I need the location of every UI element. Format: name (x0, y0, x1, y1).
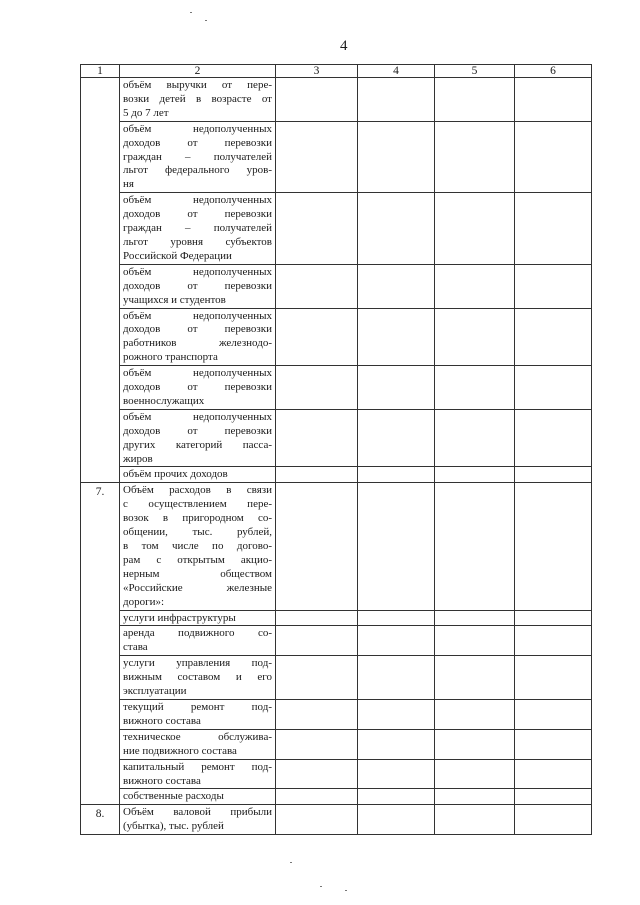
row-description (120, 483, 276, 610)
description-line: ние подвижного состава (123, 744, 237, 757)
row-description (120, 264, 276, 308)
value-cell-col6 (515, 409, 592, 467)
value-cell-col6 (515, 699, 592, 729)
value-cell-col3 (276, 699, 358, 729)
description-line: собственные расходы (123, 790, 224, 803)
description-line: става (123, 641, 148, 654)
description-line: возок в пригородном со- (123, 512, 272, 525)
table-row (81, 366, 592, 410)
value-cell-col6 (515, 610, 592, 626)
table-row (81, 409, 592, 467)
value-cell-col3 (276, 789, 358, 805)
table-row (81, 467, 592, 483)
value-cell-col4 (358, 121, 435, 193)
value-cell-col4 (358, 729, 435, 759)
description-line: объём недополученных (123, 309, 272, 322)
table-row (81, 78, 592, 122)
description-line: доходов от перевозки (123, 323, 272, 336)
value-cell-col4 (358, 78, 435, 122)
value-cell-col6 (515, 264, 592, 308)
value-cell-col4 (358, 805, 435, 835)
value-cell-col5 (435, 729, 515, 759)
description-line: Российской Федерации (123, 249, 232, 262)
row-description (120, 308, 276, 366)
row-description (120, 626, 276, 656)
value-cell-col5 (435, 805, 515, 835)
row-description (120, 805, 276, 835)
value-cell-col4 (358, 308, 435, 366)
description-line: объём недополученных (123, 194, 272, 207)
scan-speck (320, 886, 322, 887)
table-row (81, 308, 592, 366)
description-line: вижного состава (123, 774, 201, 787)
description-line: техническое обслужива- (123, 730, 272, 743)
description-line: (убытка), тыс. рублей (123, 820, 224, 833)
value-cell-col3 (276, 78, 358, 122)
value-cell-col4 (358, 193, 435, 265)
value-cell-col4 (358, 626, 435, 656)
value-cell-col5 (435, 656, 515, 700)
table-row (81, 483, 592, 610)
value-cell-col6 (515, 483, 592, 610)
description-line: доходов от перевозки (123, 381, 272, 394)
value-cell-col6 (515, 78, 592, 122)
row-number: 7. (81, 483, 120, 805)
description-line: аренда подвижного со- (123, 627, 272, 640)
value-cell-col4 (358, 699, 435, 729)
description-line: других категорий пасса- (123, 438, 272, 451)
description-line: доходов от перевозки (123, 424, 272, 437)
description-line: Объём валовой прибыли (123, 806, 272, 819)
value-cell-col3 (276, 805, 358, 835)
description-line: объём недополученных (123, 265, 272, 278)
value-cell-col6 (515, 121, 592, 193)
value-cell-col5 (435, 789, 515, 805)
description-line: услуги управления под- (123, 657, 272, 670)
row-description (120, 759, 276, 789)
row-description (120, 121, 276, 193)
table-row (81, 759, 592, 789)
scan-speck (345, 890, 347, 891)
value-cell-col3 (276, 193, 358, 265)
row-description (120, 729, 276, 759)
scan-speck (205, 20, 207, 21)
description-line: объём прочих доходов (123, 468, 228, 481)
table-header-row (81, 65, 592, 78)
column-header: 4 (358, 65, 435, 78)
value-cell-col3 (276, 409, 358, 467)
value-cell-col6 (515, 656, 592, 700)
table-row (81, 656, 592, 700)
value-cell-col5 (435, 759, 515, 789)
description-line: нерным обществом (123, 567, 272, 580)
scan-speck (190, 12, 192, 13)
value-cell-col5 (435, 264, 515, 308)
value-cell-col3 (276, 729, 358, 759)
value-cell-col5 (435, 78, 515, 122)
description-line: граждан – получателей (123, 150, 272, 163)
column-header: 5 (435, 65, 515, 78)
value-cell-col4 (358, 409, 435, 467)
value-cell-col3 (276, 366, 358, 410)
value-cell-col6 (515, 193, 592, 265)
value-cell-col4 (358, 610, 435, 626)
table-row (81, 610, 592, 626)
table-row (81, 789, 592, 805)
row-description (120, 78, 276, 122)
description-line: общении, тыс. рублей, (123, 526, 272, 539)
row-description (120, 193, 276, 265)
description-line: с осуществлением пере- (123, 498, 272, 511)
description-line: военнослужащих (123, 394, 205, 407)
value-cell-col4 (358, 483, 435, 610)
value-cell-col4 (358, 366, 435, 410)
table-row (81, 729, 592, 759)
value-cell-col5 (435, 409, 515, 467)
value-cell-col4 (358, 467, 435, 483)
value-cell-col3 (276, 610, 358, 626)
value-cell-col5 (435, 610, 515, 626)
value-cell-col6 (515, 626, 592, 656)
table-row (81, 626, 592, 656)
value-cell-col6 (515, 729, 592, 759)
value-cell-col4 (358, 789, 435, 805)
value-cell-col5 (435, 483, 515, 610)
value-cell-col4 (358, 656, 435, 700)
value-cell-col5 (435, 308, 515, 366)
description-line: льгот федерального уров- (123, 164, 272, 177)
value-cell-col3 (276, 308, 358, 366)
table-row (81, 264, 592, 308)
value-cell-col6 (515, 366, 592, 410)
description-line: эксплуатации (123, 685, 187, 698)
value-cell-col6 (515, 805, 592, 835)
row-description (120, 656, 276, 700)
description-line: рам с открытым акцио- (123, 553, 272, 566)
value-cell-col3 (276, 121, 358, 193)
row-description (120, 789, 276, 805)
description-line: льгот уровня субъектов (123, 235, 272, 248)
description-line: Объём расходов в связи (123, 484, 272, 497)
row-description (120, 467, 276, 483)
description-line: дороги»: (123, 595, 165, 608)
value-cell-col4 (358, 759, 435, 789)
value-cell-col3 (276, 467, 358, 483)
description-line: 5 до 7 лет (123, 106, 169, 119)
value-cell-col3 (276, 264, 358, 308)
table-row (81, 121, 592, 193)
description-line: объём выручки от пере- (123, 79, 272, 91)
description-line: учащихся и студентов (123, 293, 226, 306)
column-header: 1 (81, 65, 120, 78)
page-number: 4 (340, 38, 348, 54)
description-line: объём недополученных (123, 410, 272, 423)
row-description (120, 366, 276, 410)
description-line: в том числе по догово- (123, 540, 272, 552)
description-line: доходов от перевозки (123, 279, 272, 292)
row-description (120, 699, 276, 729)
value-cell-col3 (276, 483, 358, 610)
value-cell-col5 (435, 467, 515, 483)
description-line: граждан – получателей (123, 222, 272, 235)
description-line: возки детей в возрасте от (123, 92, 272, 105)
value-cell-col6 (515, 759, 592, 789)
description-line: доходов от перевозки (123, 136, 272, 149)
value-cell-col3 (276, 656, 358, 700)
row-description (120, 409, 276, 467)
row-number: 8. (81, 805, 120, 835)
table-row (81, 699, 592, 729)
value-cell-col4 (358, 264, 435, 308)
description-line: вижным составом и его (123, 671, 272, 684)
description-line: работников железнодо- (123, 337, 272, 350)
column-header: 6 (515, 65, 592, 78)
description-line: жиров (123, 452, 153, 465)
description-line: услуги инфраструктуры (123, 611, 236, 624)
value-cell-col5 (435, 699, 515, 729)
report-table (80, 64, 592, 835)
row-number (81, 78, 120, 483)
description-line: капитальный ремонт под- (123, 760, 272, 773)
value-cell-col6 (515, 789, 592, 805)
description-line: объём недополученных (123, 367, 272, 380)
column-header: 3 (276, 65, 358, 78)
description-line: вижного состава (123, 714, 201, 727)
table-row (81, 805, 592, 835)
value-cell-col5 (435, 193, 515, 265)
description-line: «Российские железные (123, 581, 272, 594)
value-cell-col6 (515, 467, 592, 483)
value-cell-col3 (276, 626, 358, 656)
description-line: ня (123, 178, 134, 191)
row-description (120, 610, 276, 626)
value-cell-col5 (435, 626, 515, 656)
scan-speck (290, 862, 292, 863)
table-row (81, 193, 592, 265)
value-cell-col5 (435, 366, 515, 410)
column-header: 2 (120, 65, 276, 78)
value-cell-col5 (435, 121, 515, 193)
description-line: рожного транспорта (123, 351, 218, 364)
value-cell-col6 (515, 308, 592, 366)
description-line: объём недополученных (123, 122, 272, 135)
value-cell-col3 (276, 759, 358, 789)
description-line: доходов от перевозки (123, 208, 272, 221)
description-line: текущий ремонт под- (123, 700, 272, 713)
